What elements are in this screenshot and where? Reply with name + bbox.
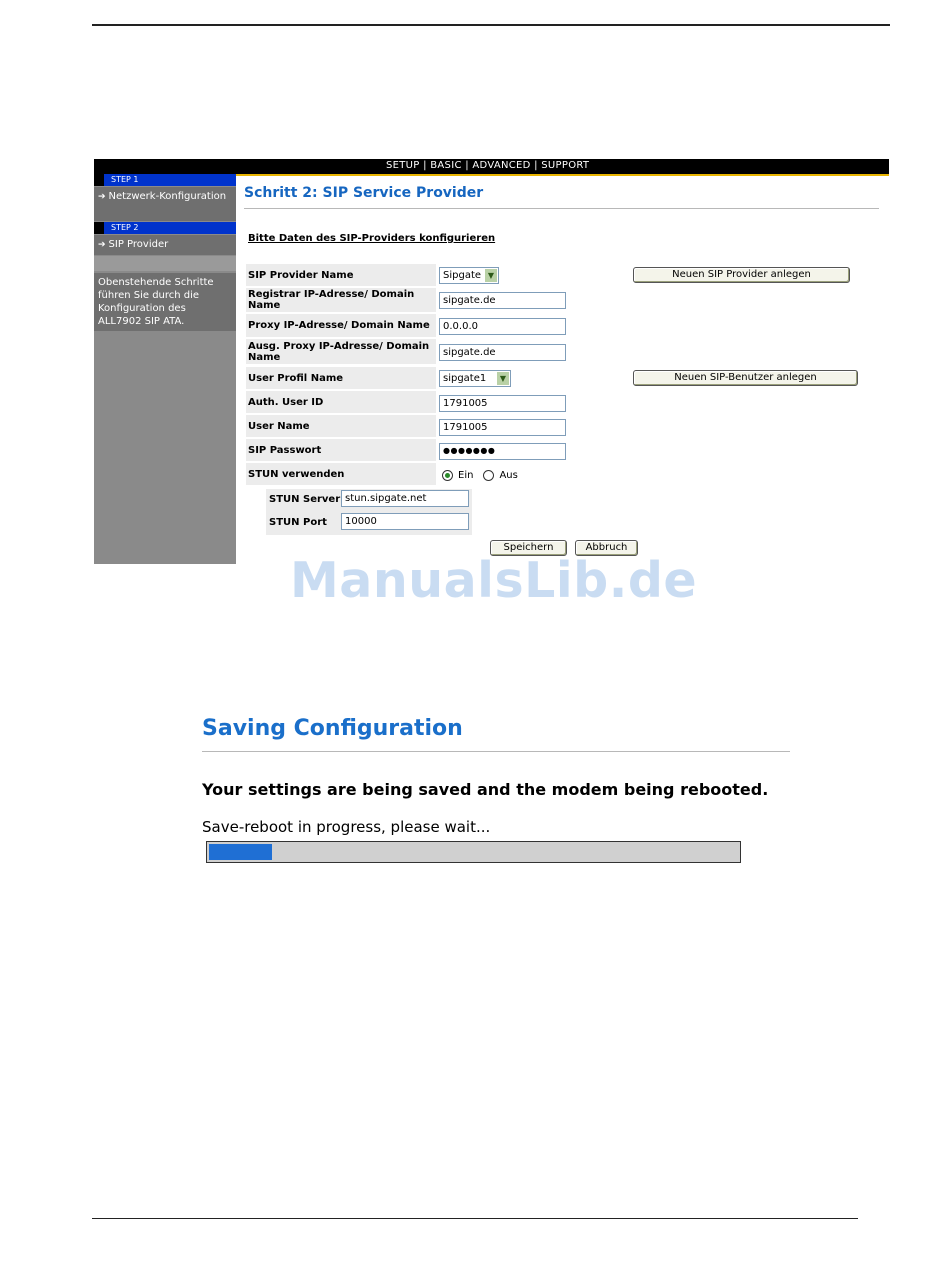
- label-registrar: Registrar IP-Adresse/ Domain Name: [246, 288, 436, 312]
- sidebar-item-label: Netzwerk-Konfiguration: [108, 191, 227, 202]
- section-heading: Bitte Daten des SIP-Providers konfigurieren: [248, 233, 496, 244]
- save-button[interactable]: Speichern: [490, 540, 567, 556]
- step1-header: [94, 174, 236, 186]
- sidebar: [94, 174, 236, 564]
- auth-user-id-input[interactable]: 1791005: [439, 395, 566, 412]
- step2-header: [94, 222, 236, 234]
- top-nav-links[interactable]: SETUP | BASIC | ADVANCED | SUPPORT: [386, 160, 590, 171]
- saving-title-divider: [202, 751, 790, 752]
- label-stun-server: STUN Server: [269, 494, 341, 505]
- sidebar-item-label: SIP Provider: [108, 239, 169, 250]
- stun-on-radio[interactable]: [442, 470, 453, 481]
- arrow-right-icon: ➔: [98, 192, 106, 202]
- sip-password-input[interactable]: ●●●●●●●: [439, 443, 566, 460]
- label-user-profile: User Profil Name: [246, 367, 436, 389]
- new-sip-user-button[interactable]: Neuen SIP-Benutzer anlegen: [633, 370, 858, 386]
- saving-title: Saving Configuration: [202, 716, 463, 741]
- page-top-rule: [92, 24, 890, 26]
- outbound-proxy-input[interactable]: sipgate.de: [439, 344, 566, 361]
- step1-label: STEP 1: [111, 175, 139, 184]
- sidebar-item-network-config[interactable]: [94, 187, 236, 221]
- sip-provider-select[interactable]: Sipgate ▼: [439, 267, 499, 284]
- label-auth-user-id: Auth. User ID: [246, 391, 436, 413]
- sip-setup-screenshot: [94, 159, 889, 564]
- stun-on-label: Ein: [458, 470, 474, 481]
- main-content: [236, 174, 889, 564]
- user-profile-select[interactable]: sipgate1 ▼: [439, 370, 511, 387]
- stun-radio-group: [442, 470, 518, 481]
- sidebar-help-note: Obenstehende Schritte führen Sie durch die Konfiguration des ALL7902 SIP ATA.: [94, 273, 236, 331]
- title-divider: [244, 208, 879, 209]
- page-title: Schritt 2: SIP Service Provider: [244, 185, 484, 201]
- progress-bar: [206, 841, 741, 863]
- user-name-input[interactable]: 1791005: [439, 419, 566, 436]
- label-user-name: User Name: [246, 415, 436, 437]
- sidebar-item-sip-provider[interactable]: [94, 235, 236, 255]
- chevron-down-icon[interactable]: ▼: [485, 269, 497, 282]
- label-stun-port: STUN Port: [269, 517, 327, 528]
- step2-label: STEP 2: [111, 223, 139, 232]
- label-sip-provider-name: SIP Provider Name: [246, 264, 436, 286]
- cancel-button[interactable]: Abbruch: [575, 540, 638, 556]
- label-outbound-proxy: Ausg. Proxy IP-Adresse/ Domain Name: [246, 339, 436, 364]
- stun-port-input[interactable]: 10000: [341, 513, 469, 530]
- stun-server-input[interactable]: stun.sipgate.net: [341, 490, 469, 507]
- label-stun-use: STUN verwenden: [246, 463, 436, 485]
- stun-off-radio[interactable]: [483, 470, 494, 481]
- progress-bar-fill: [209, 844, 272, 860]
- chevron-down-icon[interactable]: ▼: [497, 372, 509, 385]
- watermark: ManualsLib.de: [290, 552, 698, 609]
- stun-off-label: Aus: [499, 470, 518, 481]
- label-proxy: Proxy IP-Adresse/ Domain Name: [246, 314, 436, 337]
- proxy-input[interactable]: 0.0.0.0: [439, 318, 566, 335]
- sidebar-divider: [94, 256, 236, 271]
- arrow-right-icon: ➔: [98, 240, 106, 250]
- stun-settings-box: [266, 489, 472, 535]
- saving-message: Your settings are being saved and the modem being rebooted.: [202, 780, 769, 799]
- new-sip-provider-button[interactable]: Neuen SIP Provider anlegen: [633, 267, 850, 283]
- page-bottom-rule: [92, 1218, 858, 1219]
- label-sip-password: SIP Passwort: [246, 439, 436, 461]
- registrar-input[interactable]: sipgate.de: [439, 292, 566, 309]
- saving-status: Save-reboot in progress, please wait...: [202, 818, 491, 836]
